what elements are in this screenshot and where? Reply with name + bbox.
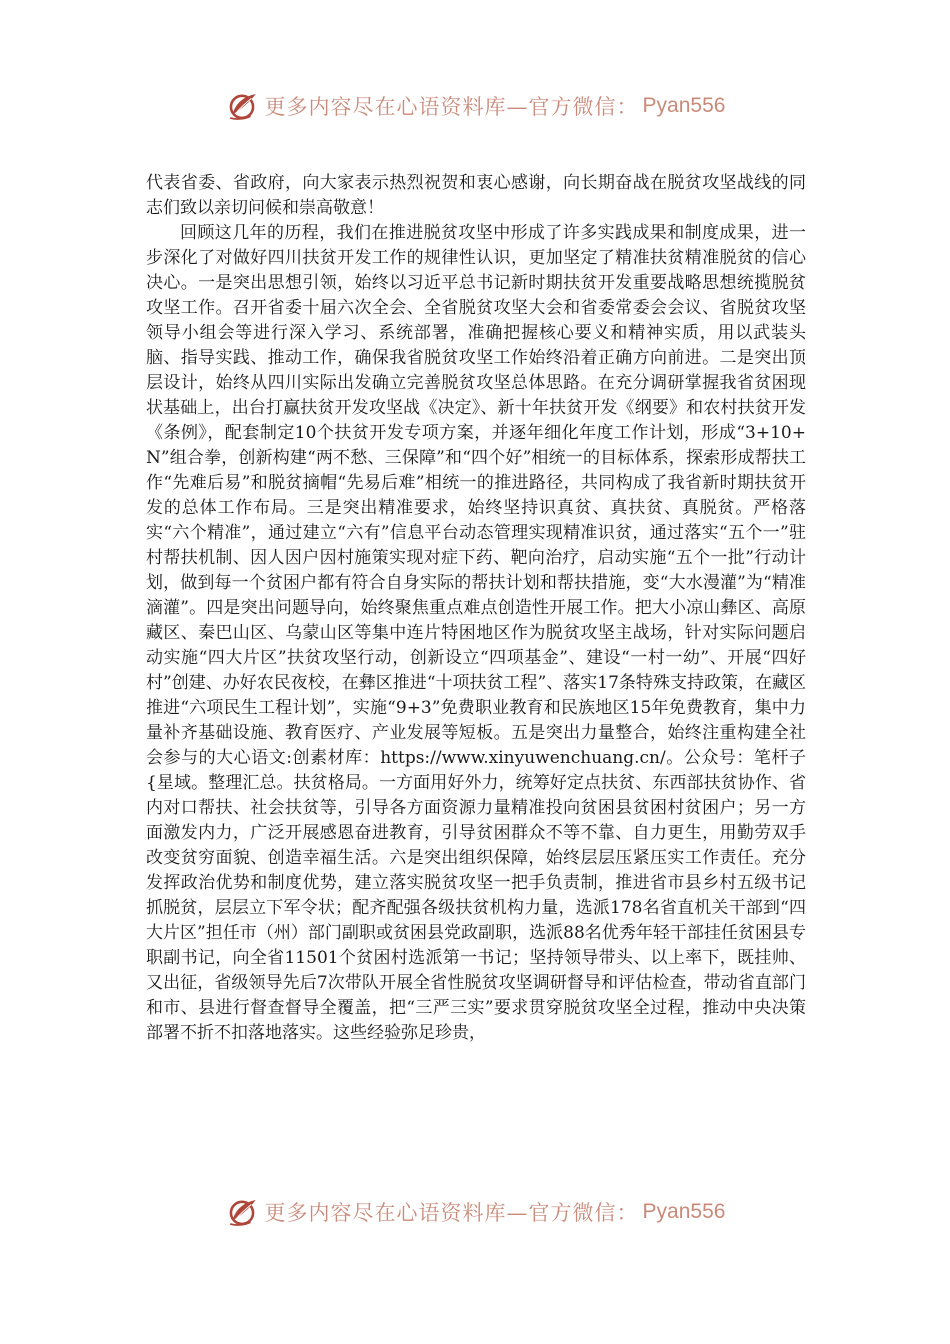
watermark-wechat-id: Pyan556: [642, 1200, 726, 1223]
document-body: [146, 171, 806, 1046]
footer-watermark: [0, 1192, 950, 1232]
watermark-text: 更多内容尽在心语资料库—官方微信：: [264, 1201, 639, 1225]
header-watermark: [0, 86, 950, 126]
leaf-ring-logo-icon: [225, 1195, 259, 1229]
leaf-ring-logo-icon: [225, 89, 259, 123]
watermark-text: 更多内容尽在心语资料库—官方微信：: [264, 95, 639, 119]
paragraph: 代表省委、省政府，向大家表示热烈祝贺和衷心感谢，向长期奋战在脱贫攻坚战线的同志们致以亲切问候和崇高敬意！: [146, 173, 806, 218]
paragraph: 回顾这几年的历程，我们在推进脱贫攻坚中形成了许多实践成果和制度成果，进一步深化了对做好四川扶贫开发工作的规律性认识，更加坚定了精准扶贫精准脱贫的信心决心。一是突出思想引领，始终以习近平总书记新时期扶贫开发重要战略思想统揽脱贫攻坚工作。召开省委十届六次全会、全省脱贫攻坚大会和省委常委会会议、省脱贫攻坚领导小组会等进行深入学习、系统部署，准确把握核心要义和精神实质，用以武装头脑、指导实践、推动工作，确保我省脱贫攻坚工作始终沿着正确方向前进。二是突出顶层设计，始终从四川实际出发确立完善脱贫攻坚总体思路。在充分调研掌握我省贫困现状基础上，出台打赢扶贫开发攻坚战《决定》、新十年扶贫开发《纲要》和农村扶贫开发《条例》，配套制定10个扶贫开发专项方案，并逐年细化年度工作计划，形成“3+10+N”组合拳，创新构建“两不愁、三保障”和“四个好”相统一的目标体系，探索形成帮扶工作“先难后易”和脱贫摘帽“先易后难”相统一的推进路径，共同构成了我省新时期扶贫开发的总体工作布局。三是突出精准要求，始终坚持识真贫、真扶贫、真脱贫。严格落实“六个精准”，通过建立“六有”信息平台动态管理实现精准识贫，通过落实“五个一”驻村帮扶机制、因人因户因村施策实现对症下药、靶向治疗，启动实施“五个一批”行动计划，做到每一个贫困户都有符合自身实际的帮扶计划和帮扶措施，变“大水漫灌”为“精准滴灌”。四是突出问题导向，始终聚焦重点难点创造性开展工作。把大小凉山彝区、高原藏区、秦巴山区、乌蒙山区等集中连片特困地区作为脱贫攻坚主战场，针对实际问题启动实施“四大片区”扶贫攻坚行动，创新设立“四项基金”、建设“一村一幼”、开展“四好村”创建、办好农民夜校，在彝区推进“十项扶贫工程”、落实17条特殊支持政策，在藏区推进“六项民生工程计划”，实施“9+3”免费职业教育和民族地区15年免费教育，集中力量补齐基础设施、教育医疗、产业发展等短板。五是突出力量整合，始终注重构建全社会参与的大心语文:创素材库：https://www.xinyuwenchuang.cn/。公众号：笔杆子{星域。整理汇总。扶贫格局。一方面用好外力，统筹好定点扶贫、东西部扶贫协作、省内对口帮扶、社会扶贫等，引导各方面资源力量精准投向贫困县贫困村贫困户；另一方面激发内力，广泛开展感恩奋进教育，引导贫困群众不等不靠、自力更生，用勤劳双手改变贫穷面貌、创造幸福生活。六是突出组织保障，始终层层压紧压实工作责任。充分发挥政治优势和制度优势，建立落实脱贫攻坚一把手负责制，推进省市县乡村五级书记抓脱贫，层层立下军令状；配齐配强各级扶贫机构力量，选派178名省直机关干部到“四大片区”担任市（州）部门副职或贫困县党政副职，选派88名优秀年轻干部挂任贫困县专职副书记，向全省11501个贫困村选派第一书记；坚持领导带头、以上率下，既挂帅、又出征，省级领导先后7次带队开展全省性脱贫攻坚调研督导和评估检查，带动省直部门和市、县进行督查督导全覆盖，把“三严三实”要求贯穿脱贫攻坚全过程，推动中央决策部署不折不扣落地落实。这些经验弥足珍贵，: [146, 223, 806, 1043]
watermark-wechat-id: Pyan556: [642, 94, 726, 117]
